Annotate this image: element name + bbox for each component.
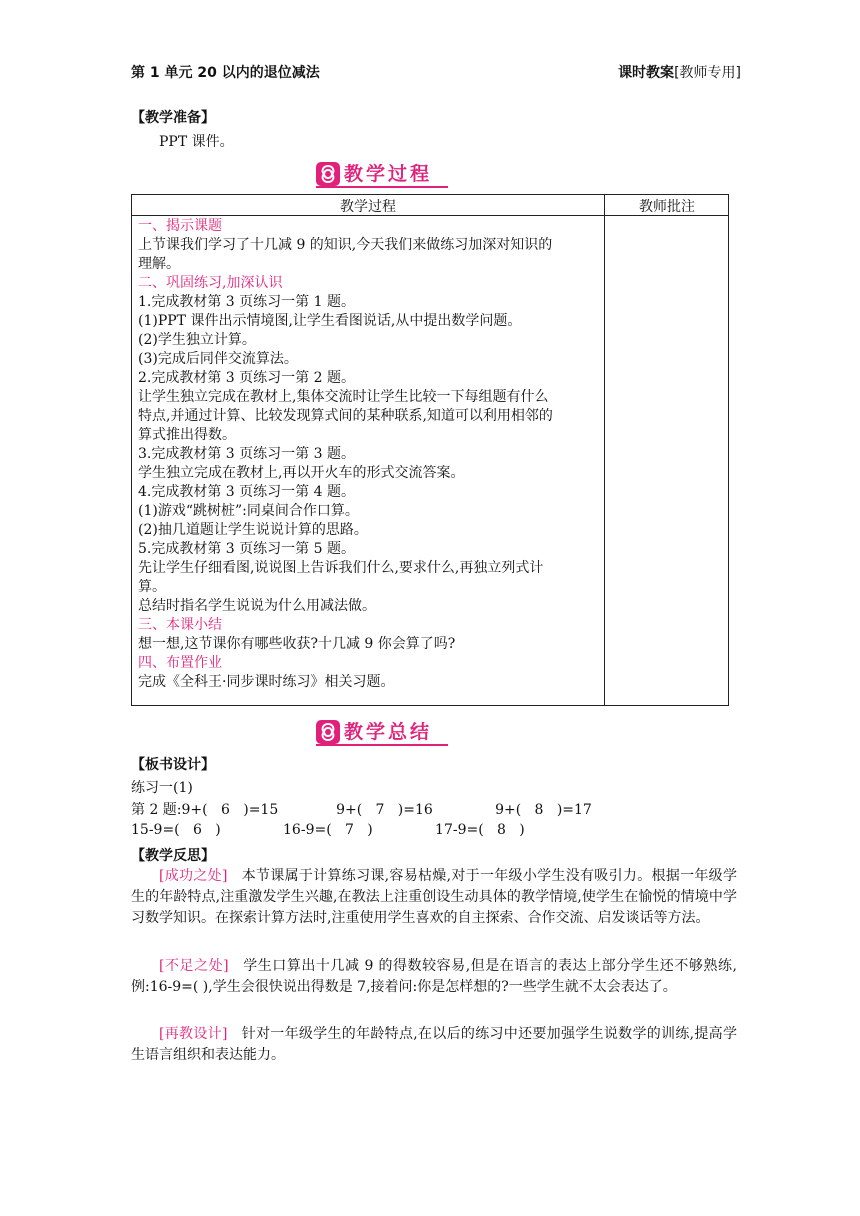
content-line: 5.完成教材第 3 页练习一第 5 题。 [138, 541, 355, 557]
content-line: 想一想,这节课你有哪些收获?十几减 9 你会算了吗? [138, 636, 456, 652]
content-line: 算式推出得数。 [138, 427, 236, 443]
content-line: 学生独立完成在教材上,再以开火车的形式交流答案。 [138, 465, 465, 481]
reflection-label: 【教学反思】 [131, 848, 215, 864]
board-label: 【板书设计】 [131, 757, 215, 773]
board-row-2: 15-9=( 6 ) 16-9=( 7 ) 17-9=( 8 ) [131, 822, 525, 838]
content-line: (1)游戏“跳树桩”:同桌间合作口算。 [138, 503, 359, 519]
prep-label: 【教学准备】 [131, 110, 215, 126]
process-banner [316, 162, 448, 188]
content-line: 先让学生仔细看图,说说图上告诉我们什么,要求什么,再独立列式计 [138, 560, 544, 576]
unit-title: 第 1 单元 20 以内的退位减法 [131, 65, 320, 81]
swirl-logo-icon [316, 720, 340, 744]
board-row-1: 第 2 题:9+( 6 )=15 9+( 7 )=16 9+( 8 )=17 [131, 802, 592, 818]
content-line: 4.完成教材第 3 页练习一第 4 题。 [138, 484, 355, 500]
redesign-tag: [再教设计] [159, 1026, 228, 1042]
process-table [131, 194, 729, 706]
content-line: 特点,并通过计算、比较发现算式间的某种联系,知道可以利用相邻的 [138, 408, 553, 424]
banner-underline [316, 744, 448, 746]
board-title: 练习一(1) [131, 780, 193, 796]
swirl-logo-icon [316, 162, 340, 186]
column-header-process: 教学过程 [340, 199, 396, 215]
section-heading: 三、本课小结 [138, 617, 222, 633]
content-line: 完成《全科王·同步课时练习》相关习题。 [138, 674, 395, 690]
section-heading: 四、布置作业 [138, 655, 222, 671]
content-line: 算。 [138, 579, 166, 595]
content-line: 上节课我们学习了十几减 9 的知识,今天我们来做练习加深对知识的 [138, 237, 553, 253]
content-line: 让学生独立完成在教材上,集体交流时让学生比较一下每组题有什么 [138, 389, 549, 405]
doc-type-label: 课时教案 [618, 65, 675, 81]
doc-role-label: [教师专用] [674, 65, 741, 81]
summary-banner-title: 教学总结 [344, 721, 433, 743]
reflection-success [131, 866, 737, 929]
summary-banner [316, 720, 448, 746]
content-line: (2)学生独立计算。 [138, 332, 256, 348]
banner-underline [316, 186, 448, 188]
shortcoming-text: 学生口算出十几减 9 的得数较容易,但是在语言的表达上部分学生还不够熟练,例:16-9=( ),学生会很快说出得数是 7,接着问:你是怎样想的?一些学生就不太会表达了。 [131, 958, 737, 995]
content-line: 1.完成教材第 3 页练习一第 1 题。 [138, 294, 355, 310]
content-line: (3)完成后同伴交流算法。 [138, 351, 298, 367]
doc-type [618, 62, 741, 82]
column-header-notes: 教师批注 [639, 199, 695, 215]
content-line: 2.完成教材第 3 页练习一第 2 题。 [138, 370, 355, 386]
content-line: 理解。 [138, 256, 180, 272]
section-heading: 二、巩固练习,加深认识 [138, 275, 283, 291]
reflection-redesign [131, 1024, 737, 1066]
shortcoming-tag: [不足之处] [159, 958, 229, 974]
content-line: (1)PPT 课件出示情境图,让学生看图说话,从中提出数学问题。 [138, 313, 522, 329]
redesign-text: 针对一年级学生的年龄特点,在以后的练习中还要加强学生说数学的训练,提高学生语言组织和表达能力。 [131, 1026, 737, 1063]
content-line: 3.完成教材第 3 页练习一第 3 题。 [138, 446, 355, 462]
prep-content: PPT 课件。 [159, 134, 234, 150]
page-header [131, 62, 741, 82]
table-divider [604, 195, 605, 705]
success-text: 本节课属于计算练习课,容易枯燥,对于一年级小学生没有吸引力。根据一年级学生的年龄特点,注重激发学生兴趣,在教法上注重创设生动具体的教学情境,使学生在愉悦的情境中学习数学知识。在探索计算方法时,注重使用学生喜欢的自主探索、合作交流、启发谈话等方法。 [131, 868, 737, 926]
process-banner-title: 教学过程 [344, 163, 433, 185]
reflection-shortcoming [131, 956, 737, 998]
content-line: 总结时指名学生说说为什么用减法做。 [138, 598, 376, 614]
process-content [138, 217, 600, 692]
content-line: (2)抽几道题让学生说说计算的思路。 [138, 522, 368, 538]
section-heading: 一、揭示课题 [138, 218, 222, 234]
success-tag: [成功之处] [159, 868, 228, 884]
